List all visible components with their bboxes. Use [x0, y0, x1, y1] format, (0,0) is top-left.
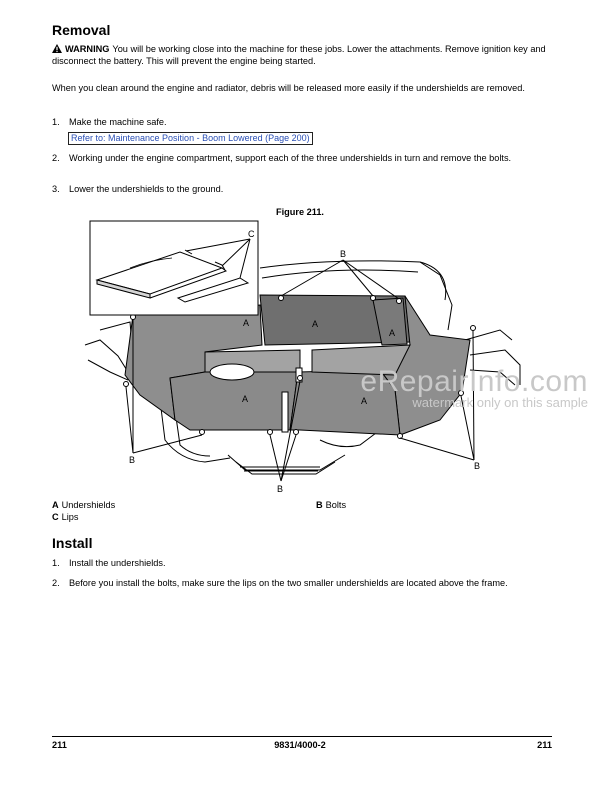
step-number: 1. [52, 117, 60, 127]
step-number: 1. [52, 558, 60, 568]
bolt [268, 430, 273, 435]
footer-page-right: 211 [537, 740, 552, 750]
bolt [279, 296, 284, 301]
callout-b-bottom: B [277, 484, 284, 494]
lip-detail-inset [90, 221, 258, 315]
watermark-note: watermark only on this sample [412, 395, 588, 410]
warning-text: You will be working close into the machine for these jobs. Lower the attachments. Remove ignition key and disconnect the battery. This will prevent the engine being started. [52, 44, 546, 66]
bolt [124, 382, 129, 387]
step-text: Working under the engine compartment, support each of the three undershields in turn and remove the bolts. [69, 153, 512, 163]
footer-rule [52, 736, 552, 737]
legend-item-bolts: B Bolts [316, 500, 347, 510]
bolt [200, 430, 205, 435]
figure-title: Figure 211. [275, 207, 324, 217]
legend-item-undershields: A Undershields [52, 500, 116, 510]
callout-b-left: B [129, 455, 136, 465]
callout-a-front-right: A [361, 396, 368, 406]
footer-doc-number: 9831/4000-2 [274, 740, 326, 750]
bolt [397, 299, 402, 304]
legend-item-lips: C Lips [52, 512, 79, 522]
removal-heading: Removal [52, 22, 111, 38]
callout-b-right: B [474, 461, 481, 471]
footer-page-left: 211 [52, 740, 67, 750]
callout-c: C [248, 229, 255, 239]
step-text: Install the undershields. [69, 558, 166, 568]
maintenance-position-reference-link[interactable]: Refer to: Maintenance Position - Boom Lowered (Page 200) [68, 132, 313, 145]
step-number: 3. [52, 184, 60, 194]
watermark-brand: eRepairInfo.com [360, 365, 588, 398]
bolt [398, 434, 403, 439]
callout-a-left-rear: A [243, 318, 250, 328]
step-number: 2. [52, 153, 60, 163]
install-heading: Install [52, 535, 93, 551]
undershield-cutout [210, 364, 254, 380]
step-text: Before you install the bolts, make sure the lips on the two smaller undershields are located above the frame. [69, 578, 508, 588]
callout-a-front-left: A [242, 394, 249, 404]
step-text: Make the machine safe. [69, 117, 167, 127]
bolt [298, 376, 303, 381]
watermark [360, 365, 588, 410]
step-number: 2. [52, 578, 60, 588]
callout-b-top: B [340, 249, 347, 259]
bolt [371, 296, 376, 301]
step-text: Lower the undershields to the ground. [69, 184, 224, 194]
bolt [471, 326, 476, 331]
support-strut [282, 392, 288, 432]
undershield-front-left [170, 372, 298, 430]
callout-a-small: A [389, 328, 396, 338]
intro-paragraph: When you clean around the engine and radiator, debris will be released more easily if the undershields are removed. [52, 83, 525, 93]
callout-a-center-rear: A [312, 319, 319, 329]
warning-label: WARNING [65, 44, 110, 54]
bolt [294, 430, 299, 435]
